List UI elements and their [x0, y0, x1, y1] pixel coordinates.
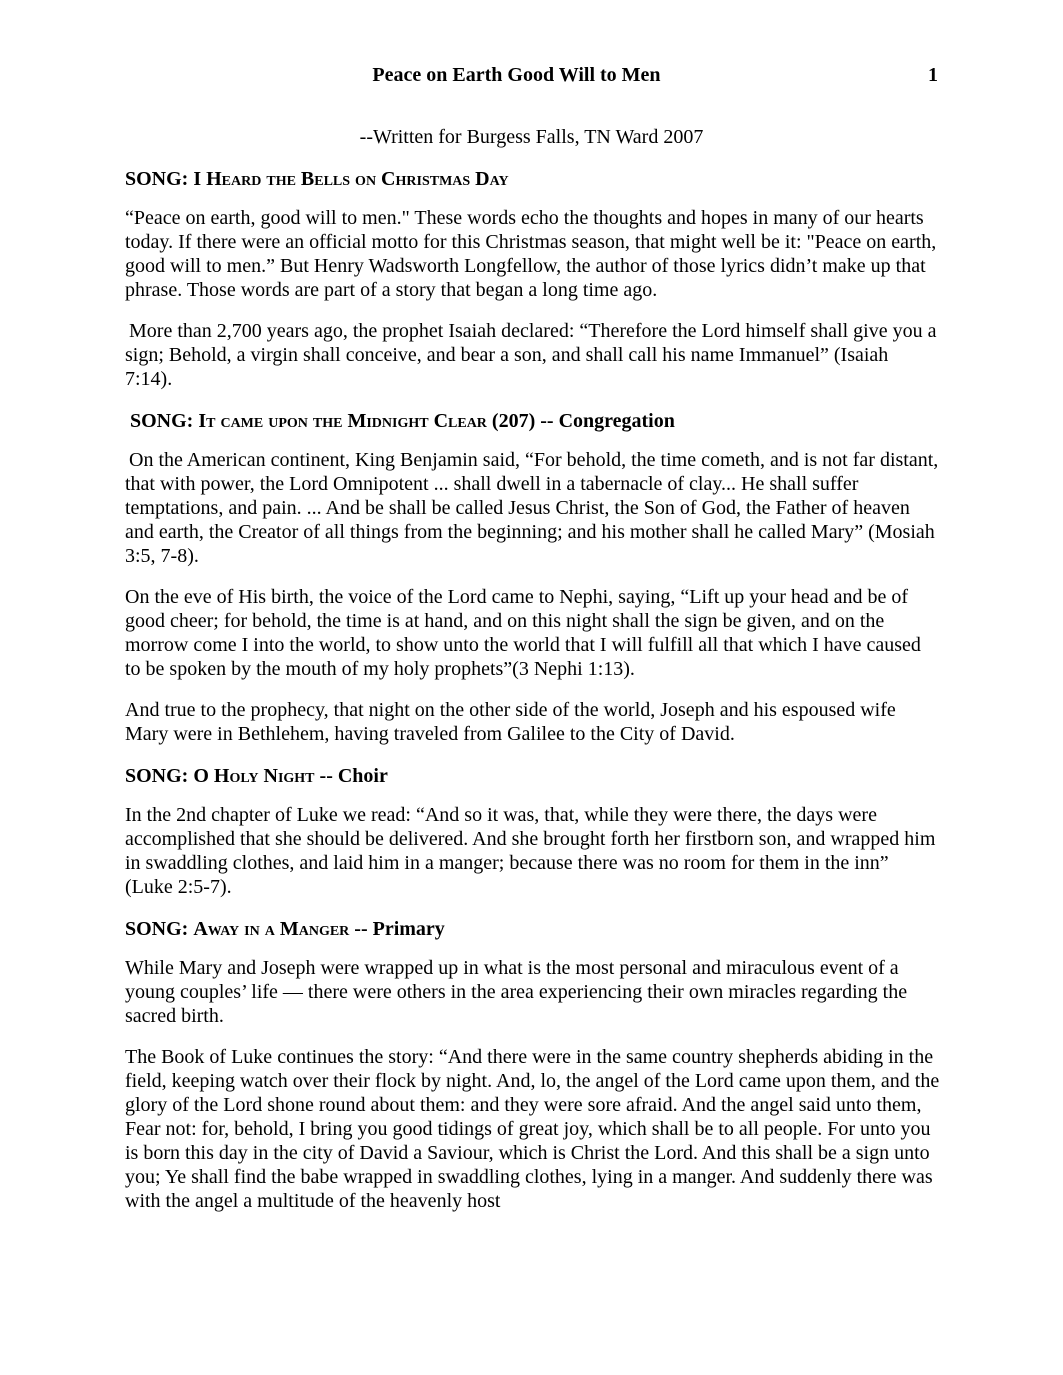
song-performer: (207) -- Congregation [486, 410, 675, 432]
song-heading-away-in-a-manger [125, 916, 940, 942]
page-title: Peace on Earth Good Will to Men [372, 64, 661, 86]
song-heading-holy-night [125, 763, 940, 789]
song-performer: -- Choir [314, 765, 388, 787]
song-title: I Heard the Bells on Christmas Day [193, 168, 509, 190]
paragraph-nephi: On the eve of His birth, the voice of the Lord came to Nephi, saying, “Lift up your head and be of good cheer; for behold, the time is at hand, and on this night shall the sign be given, and on the morrow come I into the world, to show unto the world that I will fulfill all that which I have caused to be spoken by the mouth of my holy prophets”(3 Nephi 1:13). [125, 586, 921, 680]
paragraph-king-benjamin: On the American continent, King Benjamin said, “For behold, the time cometh, and is not far distant, that with power, the Lord Omnipotent ... shall dwell in a tabernacle of clay... He shall suffer temptations, and pain. ... And be shall be called Jesus Christ, the Son of God, the Father of heaven and earth, the Creator of all things from the beginning; and his mother shall he called Mary” (Mosiah 3:5, 7-8). [125, 449, 939, 567]
song-performer: -- Primary [349, 918, 445, 940]
paragraph-shepherds: The Book of Luke continues the story: “And there were in the same country shepherds abiding in the field, keeping watch over their flock by night. And, lo, the angel of the Lord came upon them, and the glory of the Lord shone round about them: and they were sore afraid. And the angel said unto them, Fear not: for, behold, I bring you good tidings of great joy, which shall be to all people. For unto you is born this day in the city of David a Saviour, which is Christ the Lord. And this shall be a sign unto you; Ye shall find the babe wrapped in swaddling clothes, lying in a manger. And suddenly there was with the angel a multitude of the heavenly host [125, 1046, 940, 1212]
song-heading-bells [125, 166, 940, 192]
song-title: Away in a Manger [193, 918, 350, 940]
paragraph-isaiah: More than 2,700 years ago, the prophet Isaiah declared: “Therefore the Lord himself shall give you a sign; Behold, a virgin shall conceive, and bear a son, and shall call his name Immanuel” (Isaiah 7:14). [125, 320, 937, 390]
song-prefix: SONG: [125, 168, 194, 190]
paragraph-mary-and-joseph: While Mary and Joseph were wrapped up in what is the most personal and miraculous event of a young couples’ life — there were others in the area experiencing their own miracles regarding the sacred birth. [125, 957, 908, 1027]
song-title: It came upon the Midnight Clear [198, 410, 487, 432]
page-number: 1 [928, 64, 938, 86]
song-title: O Holy Night [193, 765, 315, 787]
song-prefix: SONG: [125, 918, 194, 940]
paragraph-luke-2: In the 2nd chapter of Luke we read: “And so it was, that, while they were there, the days were accomplished that she should be delivered. And she brought forth her firstborn son, and wrapped him in swaddling clothes, and laid him in a manger; because there was no room for them in the inn” (Luke 2:5-7). [125, 804, 936, 898]
paragraph-bethlehem: And true to the prophecy, that night on the other side of the world, Joseph and his espoused wife Mary were in Bethlehem, having traveled from Galilee to the City of David. [125, 699, 896, 745]
song-prefix: SONG: [130, 410, 199, 432]
song-heading-midnight-clear [125, 408, 940, 434]
byline: --Written for Burgess Falls, TN Ward 2007 [359, 126, 704, 148]
song-prefix: SONG: [125, 765, 194, 787]
paragraph-peace-on-earth: “Peace on earth, good will to men." These words echo the thoughts and hopes in many of our hearts today. If there were an official motto for this Christmas season, that might well be it: "Peace on earth, good will to men.” But Henry Wadsworth Longfellow, the author of those lyrics didn’t make up that phrase. Those words are part of a story that began a long time ago. [125, 207, 937, 301]
document-body [125, 166, 940, 1230]
